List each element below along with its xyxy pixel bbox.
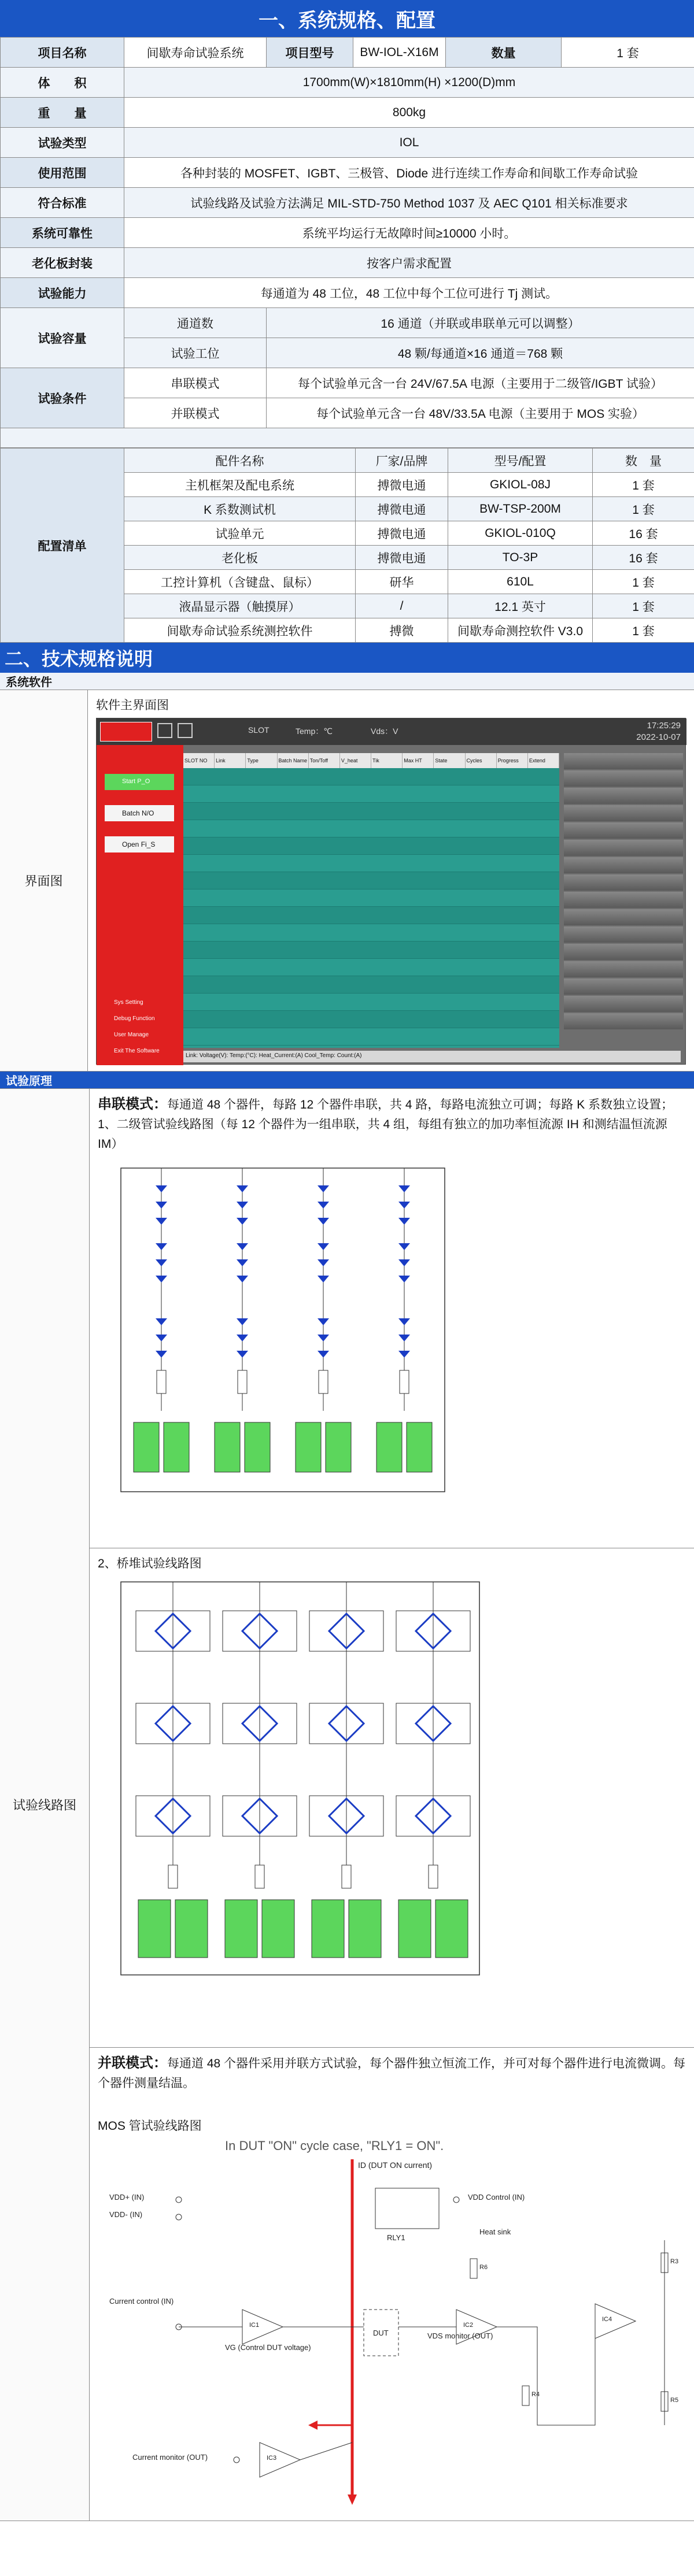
slot-row[interactable]: [183, 976, 559, 994]
temp-label: Temp：℃: [296, 727, 333, 736]
wire: [497, 2327, 595, 2425]
current-source-block: [407, 1422, 432, 1472]
spec-row-value: 800kg: [124, 98, 694, 128]
mos-label-current-monitor: Current monitor (OUT): [132, 2453, 208, 2462]
mos-label-rly1: RLY1: [387, 2233, 405, 2242]
slot-extend-cell: [564, 1013, 683, 1029]
slot-row[interactable]: [183, 837, 559, 855]
parallel-desc: 每通道 48 个器件采用并联方式试验，每个器件独立恒流工作，并可对每个器件进行电流微调。每个器件测量结温。: [98, 2057, 686, 2090]
mos-caption: MOS 管试验线路图: [98, 2119, 202, 2133]
mos-label-heat-sink: Heat sink: [479, 2227, 511, 2236]
slot-table-header: [183, 753, 559, 768]
slot-col-header: Max HT: [403, 753, 434, 768]
spec-row-value: 系统平均运行无故障时间≥10000 小时。: [124, 218, 694, 248]
slot-row[interactable]: [183, 1011, 559, 1028]
slot-col-header: Type: [246, 753, 277, 768]
spec-row-label: 老化板封装: [1, 248, 124, 278]
resistor-symbol: [238, 1370, 247, 1393]
diode-symbol: [237, 1202, 248, 1209]
mos-label-vdd-plus: VDD+ (IN): [109, 2193, 145, 2201]
current-source-block: [349, 1900, 381, 1958]
config-cell: 搏微电通: [356, 521, 448, 546]
slot-col-header: Tik: [371, 753, 403, 768]
slot-extend-cell: [564, 909, 683, 925]
config-cell: 研华: [356, 570, 448, 594]
config-cell: 1 套: [593, 473, 694, 497]
spec-row-value: IOL: [124, 128, 694, 158]
parallel-title: 并联模式：: [98, 2055, 167, 2071]
spec-row-label: 系统可靠性: [1, 218, 124, 248]
capacity-key: 试验工位: [124, 338, 267, 368]
config-label: 配置清单: [1, 449, 124, 643]
debug-link[interactable]: Debug Function: [114, 1015, 155, 1022]
slot-extend-cell: [564, 874, 683, 891]
spec-row-value: 按客户需求配置: [124, 248, 694, 278]
config-cell: 1 套: [593, 594, 694, 618]
condition-key: 并联模式: [124, 398, 267, 428]
slot-row[interactable]: [183, 994, 559, 1011]
diode-symbol: [318, 1218, 329, 1225]
spec-row-value: 1700mm(W)×1810mm(H) ×1200(D)mm: [124, 68, 694, 98]
config-cell: 搏微电通: [356, 497, 448, 521]
config-cell: 16 套: [593, 521, 694, 546]
sys-setting-link[interactable]: Sys Setting: [114, 999, 143, 1006]
capacity-value: 16 通道（并联或串联单元可以调整）: [267, 308, 694, 338]
config-cell: GKIOL-08J: [448, 473, 593, 497]
arrow-icon: [308, 2421, 318, 2430]
opamp-symbol: [260, 2442, 300, 2477]
config-cell: /: [356, 594, 448, 618]
current-source-block: [312, 1900, 344, 1958]
app-sidebar: [97, 745, 183, 1065]
slot-row[interactable]: [183, 924, 559, 942]
config-cell: 搏微电通: [356, 546, 448, 570]
exit-link[interactable]: Exit The Software: [114, 1048, 160, 1054]
diode-symbol: [156, 1202, 167, 1209]
mos-label-resistor: R4: [531, 2391, 540, 2398]
resistor-symbol: [429, 1865, 438, 1888]
mos-label-vdd-minus: VDD- (IN): [109, 2210, 143, 2219]
diode-symbol: [318, 1318, 329, 1325]
slot-row[interactable]: [183, 1028, 559, 1046]
opamp-symbol: [242, 2310, 283, 2344]
logo-icon: [100, 722, 152, 742]
diode-symbol: [237, 1335, 248, 1341]
open-file-button[interactable]: Open Fi_S: [105, 836, 174, 853]
diode-symbol: [237, 1259, 248, 1266]
terminal-icon: [234, 2457, 239, 2463]
slot-extend-cell: [564, 840, 683, 856]
diode-symbol: [318, 1202, 329, 1209]
series-title: 串联模式：: [98, 1096, 167, 1112]
config-cell: 1 套: [593, 570, 694, 594]
principle-label: 试验线路图: [0, 1089, 90, 2521]
spec-row-value: 每通道为 48 工位，48 工位中每个工位可进行 Tj 测试。: [124, 278, 694, 308]
resistor-symbol: [255, 1865, 264, 1888]
mos-label-vg: VG (Control DUT voltage): [225, 2343, 311, 2352]
diode-symbol: [398, 1318, 410, 1325]
series-text: [98, 1095, 686, 1154]
diode-symbol: [237, 1243, 248, 1250]
config-cell: 间歇寿命试验系统测控软件: [124, 618, 356, 643]
slot-extend-cell: [564, 944, 683, 960]
terminal-icon: [176, 2197, 182, 2203]
series-desc: 每通道 48 个器件，每路 12 个器件串联，共 4 路，每路电流独立可调；每路 K 系数独立设置；1、二级管试验线路图（每 12 个器件为一组串联，共 4 组，每组有独立的加功率恒流源 IH 和测结温恒流源 IM）: [98, 1098, 674, 1151]
mos-label-resistor: R6: [479, 2264, 488, 2271]
config-cell: 试验单元: [124, 521, 356, 546]
config-table: [0, 448, 694, 643]
config-cell: K 系数测试机: [124, 497, 356, 521]
mos-label-vds-monitor: VDS monitor (OUT): [427, 2332, 493, 2340]
diode-symbol: [398, 1218, 410, 1225]
sub-title-software: 系统软件: [0, 673, 694, 690]
section-title-tech: 二、技术规格说明: [0, 643, 694, 673]
software-caption: 软件主界面图: [96, 699, 169, 712]
condition-value: 每个试验单元含一台 48V/33.5A 电源（主要用于 MOS 实验）: [267, 398, 694, 428]
spec-row-label: 符合标准: [1, 188, 124, 218]
terminal-icon: [176, 2214, 182, 2220]
clock-date: 2022-10-07: [636, 732, 681, 742]
diode-symbol: [318, 1276, 329, 1283]
spec-row-label: 使用范围: [1, 158, 124, 188]
opamp-symbol: [595, 2304, 636, 2338]
diode-symbol: [237, 1185, 248, 1192]
mos-label-resistor: R5: [670, 2397, 679, 2404]
slot-row[interactable]: [183, 889, 559, 907]
slot-extend-cell: [564, 926, 683, 943]
current-source-block: [175, 1900, 208, 1958]
bridge-block: [90, 1548, 694, 2048]
diode-symbol: [398, 1243, 410, 1250]
current-source-block: [245, 1422, 270, 1472]
config-cell: 间歇寿命测控软件 V3.0: [448, 618, 593, 643]
user-manage-link[interactable]: User Manage: [114, 1032, 149, 1038]
slot-row[interactable]: [183, 959, 559, 976]
slot-row[interactable]: [183, 768, 559, 785]
config-cell: 搏微电通: [356, 473, 448, 497]
config-cell: 老化板: [124, 546, 356, 570]
diode-symbol: [398, 1276, 410, 1283]
resistor-symbol: [522, 2386, 529, 2405]
config-cell: BW-TSP-200M: [448, 497, 593, 521]
mos-label-resistor: R3: [670, 2258, 679, 2265]
slot-extend-cell: [564, 805, 683, 821]
diode-symbol: [156, 1259, 167, 1266]
resistor-symbol: [470, 2259, 477, 2278]
model-value: 间歇寿命试验系统: [124, 38, 267, 68]
condition-label: 试验条件: [1, 368, 124, 428]
capacity-value: 48 颗/每通道×16 通道＝768 颗: [267, 338, 694, 368]
config-cell: GKIOL-010Q: [448, 521, 593, 546]
current-source-block: [138, 1900, 171, 1958]
spec-row-value: 各种封装的 MOSFET、IGBT、三极管、Diode 进行连续工作寿命和间歇工作寿命试验: [124, 158, 694, 188]
principle-section: [0, 1089, 694, 2521]
config-cell: 16 套: [593, 546, 694, 570]
mos-label-ic1: IC1: [249, 2322, 260, 2329]
config-cell: TO-3P: [448, 546, 593, 570]
diode-symbol: [237, 1318, 248, 1325]
wire: [300, 2442, 352, 2460]
config-cell: 搏微: [356, 618, 448, 643]
diode-symbol: [156, 1218, 167, 1225]
mos-label-current-control: Current control (IN): [109, 2297, 174, 2306]
app-topbar: [97, 718, 686, 745]
software-screenshot: [96, 718, 686, 1065]
slot-col-header: V_heat: [340, 753, 371, 768]
slot-extend-cell: [564, 788, 683, 804]
diode-symbol: [318, 1185, 329, 1192]
diode-symbol: [156, 1351, 167, 1358]
home-icon[interactable]: [157, 723, 172, 738]
config-cell: 1 套: [593, 497, 694, 521]
config-cell: 液晶显示器（触摸屏）: [124, 594, 356, 618]
slot-extend-cell: [564, 996, 683, 1012]
diode-symbol: [398, 1185, 410, 1192]
spacer-row: [1, 428, 694, 448]
spec-row-label: 试验类型: [1, 128, 124, 158]
config-cell: 主机框架及配电系统: [124, 473, 356, 497]
resistor-symbol: [400, 1370, 409, 1393]
diode-symbol: [398, 1259, 410, 1266]
software-content: [88, 690, 694, 1071]
diode-symbol: [398, 1335, 410, 1341]
capacity-label: 试验容量: [1, 308, 124, 368]
mos-note: In DUT "ON" cycle case, "RLY1 = ON".: [225, 2138, 444, 2153]
slot-col-header: Link: [215, 753, 246, 768]
slot-label: SLOT: [248, 725, 270, 735]
qty-label: 数量: [446, 38, 562, 68]
slot-extend-cell: [564, 770, 683, 787]
config-header: 配件名称: [124, 449, 356, 473]
software-label: 界面图: [0, 690, 88, 1071]
mos-label-dut: DUT: [373, 2329, 389, 2337]
current-source-block: [262, 1900, 294, 1958]
slot-extend-cell: [564, 892, 683, 908]
section-title-spec: 一、系统规格、配置: [0, 0, 694, 37]
type-label: 项目型号: [267, 38, 353, 68]
current-source-block: [326, 1422, 351, 1472]
mos-label-ic3: IC3: [267, 2455, 277, 2462]
diode-symbol: [318, 1259, 329, 1266]
slot-row[interactable]: [183, 907, 559, 924]
slot-row[interactable]: [183, 872, 559, 889]
qty-value: 1 套: [562, 38, 694, 68]
diode-symbol: [398, 1202, 410, 1209]
slot-row[interactable]: [183, 803, 559, 820]
current-source-block: [376, 1422, 402, 1472]
right-panel: [564, 753, 683, 1048]
resistor-symbol: [157, 1370, 166, 1393]
diode-symbol: [237, 1351, 248, 1358]
batch-button[interactable]: Batch N/O: [105, 805, 174, 821]
slot-row[interactable]: [183, 942, 559, 959]
slot-row[interactable]: [183, 855, 559, 872]
spec-row-value: 试验线路及试验方法满足 MIL-STD-750 Method 1037 及 AEC Q101 相关标准要求: [124, 188, 694, 218]
diode-symbol: [156, 1335, 167, 1341]
slot-col-header: Progress: [497, 753, 528, 768]
resistor-symbol: [319, 1370, 328, 1393]
slot-table-body: [183, 768, 559, 1046]
diode-symbol: [318, 1335, 329, 1341]
current-source-block: [134, 1422, 159, 1472]
diode-symbol: [237, 1218, 248, 1225]
mos-label-vdd-control: VDD Control (IN): [468, 2193, 525, 2201]
mos-label-ic2: IC2: [463, 2322, 474, 2329]
spec-row-label: 试验能力: [1, 278, 124, 308]
parallel-text: [98, 2054, 686, 2093]
clock-time: 17:25:29: [647, 721, 681, 731]
spec-row-label: 重 量: [1, 98, 124, 128]
diode-circuit-diagram: [98, 1162, 456, 1521]
parallel-block: [90, 2048, 694, 2521]
slot-extend-cell: [564, 978, 683, 995]
arrow-icon: [348, 2495, 357, 2505]
config-cell: 12.1 英寸: [448, 594, 593, 618]
config-cell: 工控计算机（含键盘、鼠标）: [124, 570, 356, 594]
slot-col-header: Extend: [528, 753, 559, 768]
slot-extend-cell: [564, 822, 683, 839]
diode-symbol: [156, 1318, 167, 1325]
start-button[interactable]: Start P_O: [105, 774, 174, 790]
bridge-circuit-diagram: [98, 1576, 491, 2038]
sub-title-principle: 试验原理: [0, 1072, 694, 1089]
diode-symbol: [156, 1276, 167, 1283]
config-header: 厂家/品牌: [356, 449, 448, 473]
slot-col-header: State: [434, 753, 465, 768]
spec-row-label: 体 积: [1, 68, 124, 98]
mos-circuit-diagram: [98, 2154, 682, 2512]
resistor-symbol: [168, 1865, 178, 1888]
spec-table: [0, 37, 694, 448]
current-source-block: [164, 1422, 189, 1472]
type-value: BW-IOL-X16M: [353, 38, 446, 68]
condition-value: 每个试验单元含一台 24V/67.5A 电源（主要用于二级管/IGBT 试验）: [267, 368, 694, 398]
diode-symbol: [156, 1185, 167, 1192]
series-block: [90, 1089, 694, 1548]
current-source-block: [296, 1422, 321, 1472]
vds-label: Vds：V: [371, 727, 398, 736]
slot-row[interactable]: [183, 785, 559, 803]
slot-extend-cell: [564, 857, 683, 873]
slot-table: [183, 753, 559, 1048]
diode-symbol: [237, 1276, 248, 1283]
condition-key: 串联模式: [124, 368, 267, 398]
mos-label-ic4: IC4: [602, 2316, 612, 2323]
current-source-block: [398, 1900, 431, 1958]
relay-box: [375, 2188, 439, 2229]
model-label: 项目名称: [1, 38, 124, 68]
slot-col-header: SLOT NO: [183, 753, 215, 768]
diode-symbol: [318, 1351, 329, 1358]
diode-symbol: [318, 1243, 329, 1250]
resistor-symbol: [342, 1865, 351, 1888]
status-bar: Link: Voltage(V): Temp:(°C): Heat_Current:(A) Cool_Temp: Count:(A): [183, 1051, 681, 1062]
software-section: [0, 690, 694, 1072]
slot-row[interactable]: [183, 820, 559, 837]
current-source-block: [435, 1900, 468, 1958]
slot-col-header: Ton/Toff: [309, 753, 340, 768]
slot-extend-cell: [564, 961, 683, 977]
config-header: 数 量: [593, 449, 694, 473]
slot-col-header: Batch Name: [278, 753, 309, 768]
config-cell: 1 套: [593, 618, 694, 643]
diode-symbol: [398, 1351, 410, 1358]
current-source-block: [215, 1422, 240, 1472]
slot-col-header: Cycles: [466, 753, 497, 768]
slot-extend-cell: [564, 753, 683, 769]
config-cell: 610L: [448, 570, 593, 594]
capacity-key: 通道数: [124, 308, 267, 338]
config-header: 型号/配置: [448, 449, 593, 473]
mos-label-id: ID (DUT ON current): [358, 2160, 433, 2170]
window-icon[interactable]: [178, 723, 193, 738]
current-source-block: [225, 1900, 257, 1958]
terminal-icon: [453, 2197, 459, 2203]
bridge-caption: 2、桥堆试验线路图: [98, 1557, 202, 1570]
diode-symbol: [156, 1243, 167, 1250]
